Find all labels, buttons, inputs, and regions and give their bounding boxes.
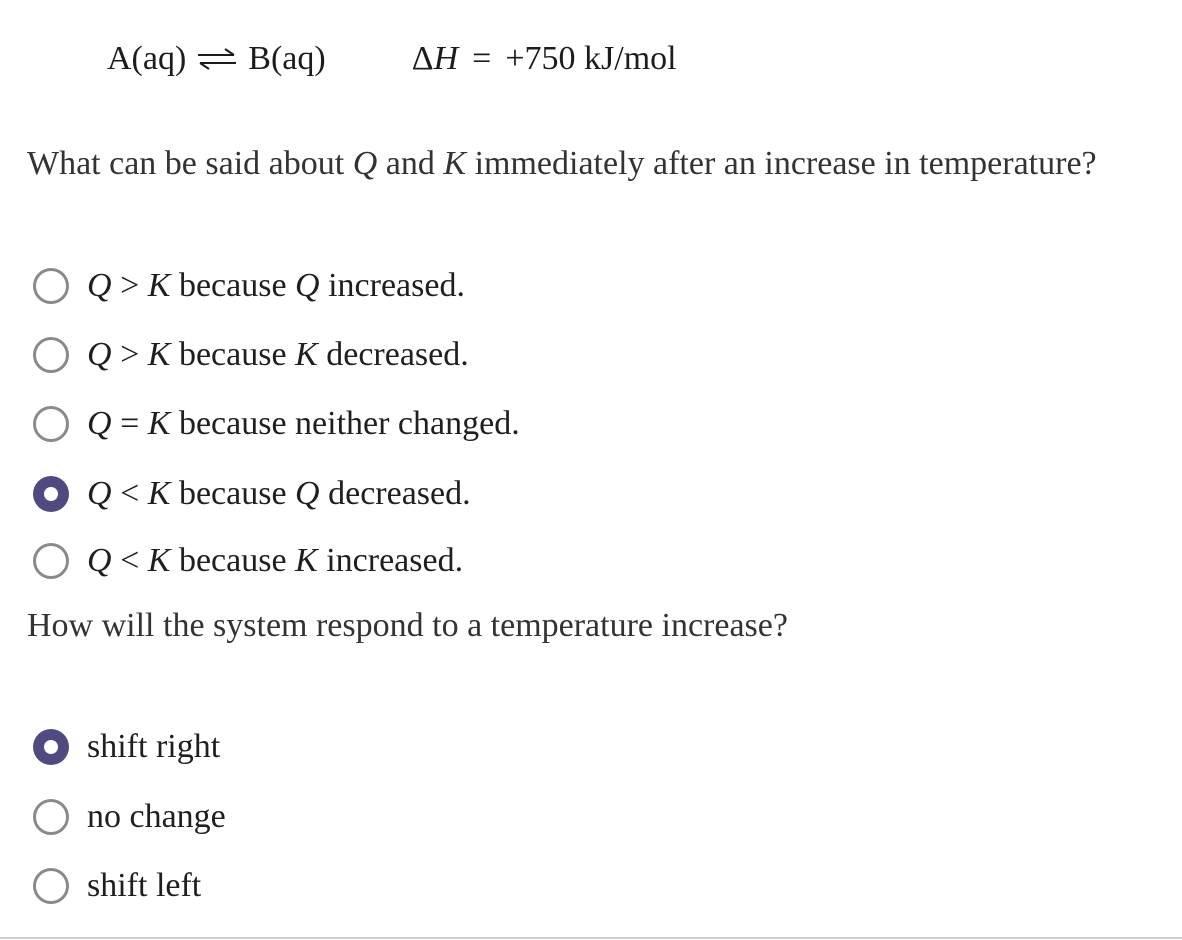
q1-option-1[interactable] bbox=[33, 266, 465, 306]
enthalpy-value: +750 kJ/mol bbox=[505, 40, 677, 77]
enthalpy-label: ΔH bbox=[411, 40, 459, 77]
equals-sign: = bbox=[472, 40, 492, 77]
q1-option-4[interactable] bbox=[33, 474, 471, 514]
radio-unchecked-icon[interactable] bbox=[33, 406, 69, 442]
radio-unchecked-icon[interactable] bbox=[33, 268, 69, 304]
reaction-equation bbox=[107, 36, 677, 82]
radio-unchecked-icon[interactable] bbox=[33, 799, 69, 835]
q2-option-1-label: shift right bbox=[87, 728, 221, 765]
reactant: A(aq) bbox=[107, 40, 187, 77]
q1-option-4-label: Q < K because Q decreased. bbox=[87, 475, 471, 512]
q2-option-2-label: no change bbox=[87, 798, 226, 835]
q1-option-5-label: Q < K because K increased. bbox=[87, 542, 464, 579]
equilibrium-arrows-icon bbox=[196, 48, 238, 70]
q1-option-3[interactable] bbox=[33, 404, 520, 444]
product: B(aq) bbox=[248, 40, 326, 77]
radio-unchecked-icon[interactable] bbox=[33, 337, 69, 373]
radio-checked-icon[interactable] bbox=[33, 729, 69, 765]
q1-option-2[interactable] bbox=[33, 335, 469, 375]
q2-option-3-label: shift left bbox=[87, 867, 202, 904]
bottom-divider bbox=[0, 937, 1182, 939]
radio-unchecked-icon[interactable] bbox=[33, 543, 69, 579]
q1-option-1-label: Q > K because Q increased. bbox=[87, 267, 465, 304]
q2-option-no-change[interactable] bbox=[33, 797, 226, 837]
q1-option-2-label: Q > K because K decreased. bbox=[87, 336, 469, 373]
q1-option-5[interactable] bbox=[33, 541, 463, 581]
radio-unchecked-icon[interactable] bbox=[33, 868, 69, 904]
question-1-prompt: What can be said about Q and K immediately after an increase in temperature? bbox=[27, 145, 1097, 182]
question-2-prompt: How will the system respond to a temperature increase? bbox=[27, 607, 788, 644]
q2-option-shift-right[interactable] bbox=[33, 727, 220, 767]
q2-option-shift-left[interactable] bbox=[33, 866, 201, 906]
radio-checked-icon[interactable] bbox=[33, 476, 69, 512]
q1-option-3-label: Q = K because neither changed. bbox=[87, 405, 520, 442]
